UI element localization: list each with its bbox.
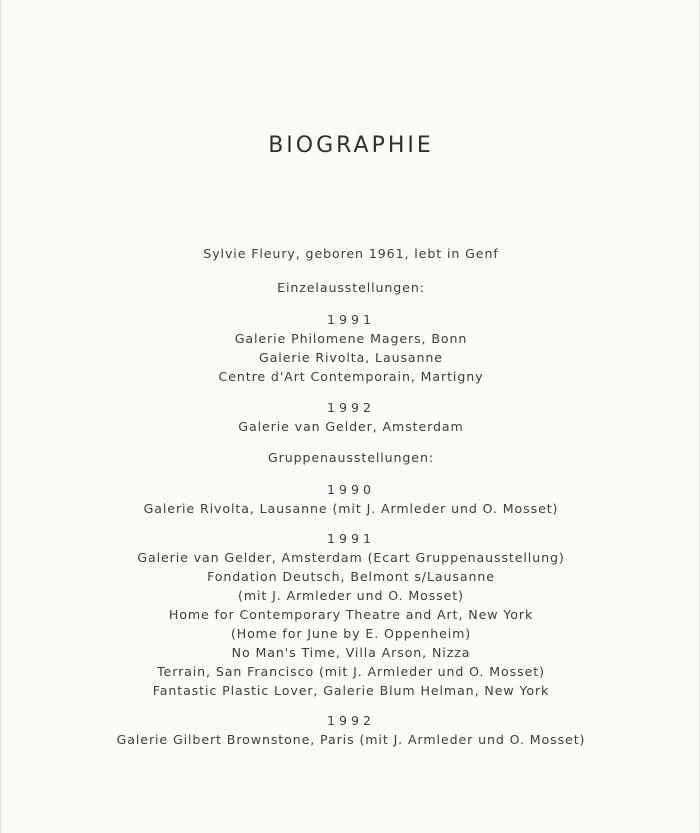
exhibition-entry: Galerie van Gelder, Amsterdam (Ecart Gruppenausstellung) — [137, 550, 565, 565]
exhibition-entry: Home for Contemporary Theatre and Art, New York — [168, 607, 534, 622]
group-year-group — [1, 480, 700, 518]
exhibition-entry: Fantastic Plastic Lover, Galerie Blum Helman, New York — [152, 683, 550, 698]
intro-line: Sylvie Fleury, geboren 1961, lebt in Genf — [203, 246, 499, 261]
exhibition-entry: Galerie Rivolta, Lausanne — [259, 350, 443, 365]
page-title: BIOGRAPHIE — [268, 133, 434, 158]
exhibition-entry: Fondation Deutsch, Belmont s/Lausanne — [207, 569, 495, 584]
group-year-group — [1, 711, 700, 749]
exhibition-entry: (Home for June by E. Oppenheim) — [230, 626, 472, 641]
exhibition-entry: Galerie Rivolta, Lausanne (mit J. Armleder und O. Mosset) — [143, 501, 559, 516]
exhibition-entry: Galerie van Gelder, Amsterdam — [238, 419, 464, 434]
exhibition-entry: Galerie Gilbert Brownstone, Paris (mit J. Armleder und O. Mosset) — [116, 732, 586, 747]
biography-content — [1, 244, 700, 749]
solo-year-group — [1, 310, 700, 386]
group-year-group — [1, 529, 700, 700]
year-label: 1990 — [326, 482, 376, 497]
group-exhibitions-heading: Gruppenausstellungen: — [268, 450, 434, 465]
solo-exhibitions-heading: Einzelausstellungen: — [277, 280, 425, 295]
year-label: 1991 — [326, 531, 376, 546]
year-label: 1991 — [326, 312, 376, 327]
exhibition-entry: No Man's Time, Villa Arson, Nizza — [231, 645, 471, 660]
exhibition-entry: Galerie Philomene Magers, Bonn — [234, 331, 468, 346]
solo-year-group — [1, 398, 700, 436]
exhibition-entry: Terrain, San Francisco (mit J. Armleder und O. Mosset) — [157, 664, 545, 679]
exhibition-entry: Centre d'Art Contemporain, Martigny — [218, 369, 484, 384]
year-label: 1992 — [326, 400, 376, 415]
year-label: 1992 — [326, 713, 376, 728]
exhibition-entry: (mit J. Armleder und O. Mosset) — [238, 588, 464, 603]
